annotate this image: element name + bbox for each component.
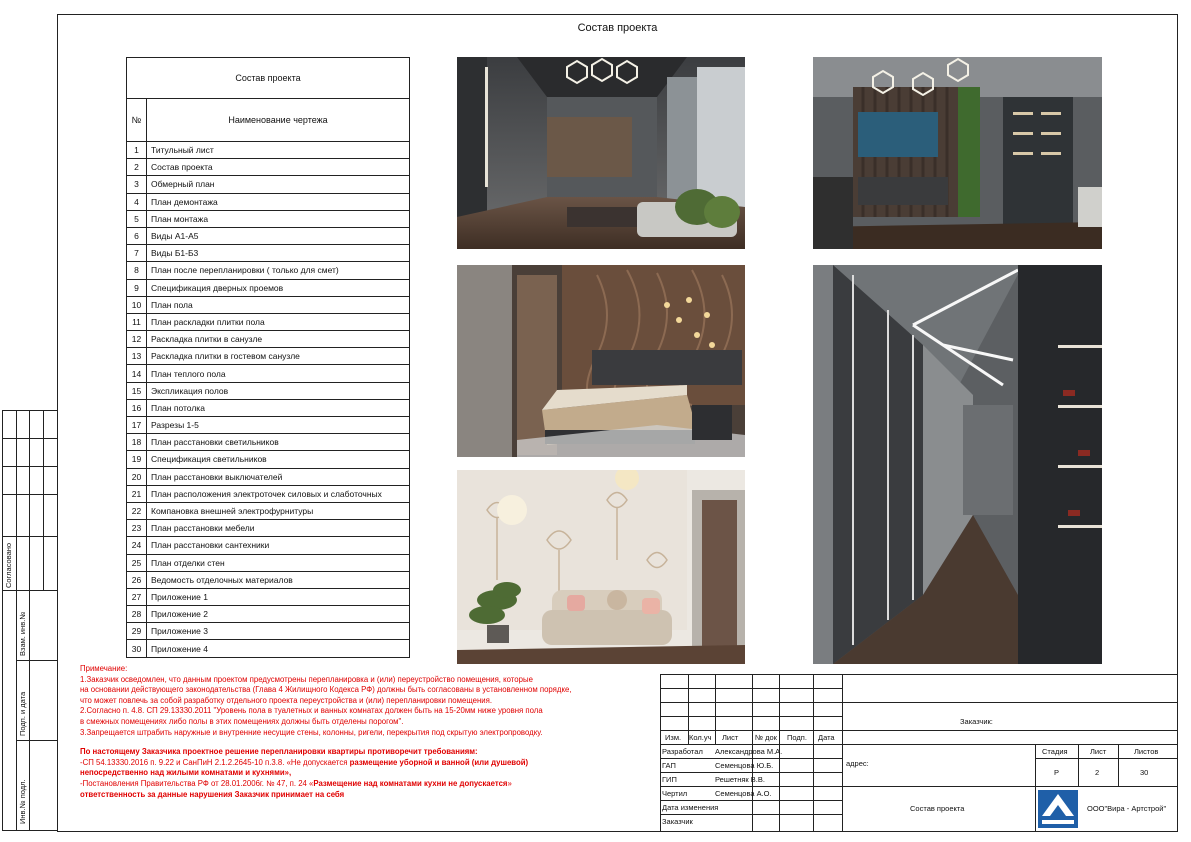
company-logo — [1038, 790, 1078, 828]
row-number: 13 — [127, 348, 147, 365]
header-ndok: № док — [755, 733, 777, 742]
note-line: 3.Запрещается штрабить наружные и внутренние несущие стены, колонны, ригели, перекрытия под скрытую электропроводку. — [80, 727, 543, 737]
table-row — [127, 520, 410, 537]
row-drawing-name: Приложение 3 — [147, 623, 410, 640]
row-drawing-name: Раскладка плитки в санузле — [147, 331, 410, 348]
agreed-label: Согласовано — [4, 542, 13, 588]
render-bedroom — [457, 265, 745, 457]
row-drawing-name: План пола — [147, 296, 410, 313]
table-row — [127, 571, 410, 588]
notes — [80, 664, 640, 800]
table-row — [127, 193, 410, 210]
col-num-header: № — [127, 99, 147, 142]
table-row — [127, 588, 410, 605]
row-drawing-name: Виды Б1-Б3 — [147, 245, 410, 262]
table-row — [127, 451, 410, 468]
row-drawing-name: План монтажа — [147, 210, 410, 227]
table-row — [127, 245, 410, 262]
row-drawing-name: Состав проекта — [147, 159, 410, 176]
header-list: Лист — [722, 733, 739, 742]
table-row — [127, 485, 410, 502]
table-row — [127, 417, 410, 434]
table-row — [127, 537, 410, 554]
table-row — [127, 176, 410, 193]
header-kol: Кол.уч — [689, 733, 712, 742]
row-number: 8 — [127, 262, 147, 279]
row-number: 11 — [127, 313, 147, 330]
row-drawing-name: Экспликация полов — [147, 382, 410, 399]
stage-value: Р — [1054, 768, 1060, 777]
row-number: 15 — [127, 382, 147, 399]
row-number: 3 — [127, 176, 147, 193]
row-drawing-name: Титульный лист — [147, 142, 410, 159]
role-label: Разработал — [662, 747, 703, 756]
sheet-value: 2 — [1095, 768, 1100, 777]
row-drawing-name: План расстановки сантехники — [147, 537, 410, 554]
row-number: 28 — [127, 606, 147, 623]
row-drawing-name: Спецификация дверных проемов — [147, 279, 410, 296]
row-drawing-name: План теплого пола — [147, 365, 410, 382]
note-line: на основании действующего законодательства (Глава 4 Жилищного Кодекса РФ) должны быть согласованы в установленном порядке, — [80, 685, 572, 695]
row-drawing-name: Приложение 4 — [147, 640, 410, 657]
note-line: 2.Согласно п. 4.8. СП 29.13330.2011 "Уровень пола в туалетных и ванных комнатах должен быть на 15-20мм ниже уровня пола — [80, 706, 543, 716]
row-number: 2 — [127, 159, 147, 176]
role-label: Заказчик — [662, 817, 693, 826]
drawing-name: Состав проекта — [910, 804, 965, 813]
row-number: 1 — [127, 142, 147, 159]
row-drawing-name: Приложение 1 — [147, 588, 410, 605]
row-drawing-name: Компановка внешней электрофурнитуры — [147, 502, 410, 519]
render-living-room — [457, 57, 745, 249]
table-row — [127, 296, 410, 313]
warning-3b: Размещение над комнатами кухни не допускается — [313, 778, 508, 788]
row-number: 5 — [127, 210, 147, 227]
row-number: 22 — [127, 502, 147, 519]
role-person: Решетняк В.В. — [715, 775, 765, 784]
header-data: Дата — [818, 733, 835, 742]
title-block — [660, 674, 1178, 832]
row-drawing-name: Спецификация светильников — [147, 451, 410, 468]
render-tv-wall — [813, 57, 1102, 249]
table-row — [127, 468, 410, 485]
table-row — [127, 434, 410, 451]
row-drawing-name: План отделки стен — [147, 554, 410, 571]
note-line: что может повлечь за собой разработку отдельного проекта переустройства и (или) перепланировки помещения. — [80, 695, 493, 705]
render-kids-room — [457, 470, 745, 664]
row-number: 25 — [127, 554, 147, 571]
table-row — [127, 554, 410, 571]
table-row — [127, 502, 410, 519]
role-person: Семенцова Ю.Б. — [715, 761, 774, 770]
role-person: Семенцова А.О. — [715, 789, 772, 798]
row-number: 7 — [127, 245, 147, 262]
table-row — [127, 210, 410, 227]
warning-1b: размещение уборной и ванной (или душевой) — [349, 757, 529, 767]
render-corridor — [813, 265, 1102, 664]
row-number: 4 — [127, 193, 147, 210]
row-number: 19 — [127, 451, 147, 468]
row-drawing-name: Ведомость отделочных материалов — [147, 571, 410, 588]
address-label: адрес: — [846, 759, 869, 768]
contents-table-title: Состав проекта — [127, 58, 410, 99]
sheets-value: 30 — [1140, 768, 1149, 777]
row-number: 30 — [127, 640, 147, 657]
row-number: 14 — [127, 365, 147, 382]
row-number: 24 — [127, 537, 147, 554]
notes-lines — [80, 675, 640, 739]
row-drawing-name: План расстановки мебели — [147, 520, 410, 537]
binding-strip — [2, 410, 57, 830]
row-drawing-name: План раскладки плитки пола — [147, 313, 410, 330]
table-row — [127, 348, 410, 365]
row-number: 6 — [127, 227, 147, 244]
row-number: 9 — [127, 279, 147, 296]
notes-heading: Примечание: — [80, 664, 128, 673]
table-row — [127, 227, 410, 244]
row-drawing-name: Виды А1-А5 — [147, 227, 410, 244]
header-izm: Изм. — [665, 733, 682, 742]
row-drawing-name: План расстановки светильников — [147, 434, 410, 451]
sheet-title: Состав проекта — [577, 22, 658, 34]
row-number: 26 — [127, 571, 147, 588]
table-row — [127, 159, 410, 176]
warning-4: ответственность за данные нарушения Заказчик принимает на себя — [80, 789, 345, 799]
row-number: 20 — [127, 468, 147, 485]
row-number: 27 — [127, 588, 147, 605]
row-drawing-name: Раскладка плитки в гостевом санузле — [147, 348, 410, 365]
stage-label: Стадия — [1042, 747, 1068, 756]
row-drawing-name: План демонтажа — [147, 193, 410, 210]
warning-1a: -СП 54.13330.2016 п. 9.22 и СанПиН 2.1.2.2645-10 п.3.8. «Не допускается — [80, 757, 350, 767]
row-drawing-name: Обмерный план — [147, 176, 410, 193]
row-number: 21 — [127, 485, 147, 502]
sheets-label: Листов — [1134, 747, 1159, 756]
customer-label: Заказчик: — [960, 717, 993, 726]
row-number: 12 — [127, 331, 147, 348]
role-label: ГАП — [662, 761, 676, 770]
table-row — [127, 279, 410, 296]
role-label: Дата изменения — [662, 803, 719, 812]
row-drawing-name: План потолка — [147, 399, 410, 416]
row-drawing-name: План расстановки выключателей — [147, 468, 410, 485]
row-number: 17 — [127, 417, 147, 434]
row-number: 23 — [127, 520, 147, 537]
row-number: 16 — [127, 399, 147, 416]
row-number: 10 — [127, 296, 147, 313]
row-drawing-name: Разрезы 1-5 — [147, 417, 410, 434]
table-row — [127, 623, 410, 640]
row-number: 18 — [127, 434, 147, 451]
table-row — [127, 142, 410, 159]
role-person: Александрова М.А. — [715, 747, 783, 756]
row-drawing-name: План расположения электроточек силовых и слаботочных — [147, 485, 410, 502]
role-label: ГИП — [662, 775, 677, 784]
table-row — [127, 640, 410, 657]
row-number: 29 — [127, 623, 147, 640]
note-line: 1.Заказчик осведомлен, что данным проектом предусмотрены перепланировка и (или) переустройство помещения, которые — [80, 674, 533, 684]
inv-label: Инв.№ подл. — [18, 779, 27, 824]
warning-3c: » — [507, 778, 512, 788]
vzam-label: Взам. инв.№ — [18, 611, 27, 656]
contents-table — [126, 57, 410, 658]
header-podp: Подп. — [787, 733, 807, 742]
row-drawing-name: План после перепланировки ( только для смет) — [147, 262, 410, 279]
table-row — [127, 606, 410, 623]
company-name: ООО"Вира - Артстрой" — [1087, 804, 1167, 813]
warning-heading: По настоящему Заказчика проектное решение перепланировки квартиры противоречит требованиям: — [80, 747, 478, 757]
warning-2: непосредственно над жилыми комнатами и кухнями», — [80, 768, 292, 778]
sheet-label: Лист — [1090, 747, 1107, 756]
col-name-header: Наименование чертежа — [147, 99, 410, 142]
table-row — [127, 399, 410, 416]
table-row — [127, 262, 410, 279]
table-row — [127, 331, 410, 348]
role-label: Чертил — [662, 789, 688, 798]
table-row — [127, 313, 410, 330]
table-row — [127, 365, 410, 382]
note-line: в смежных помещениях либо полы в этих помещениях должны быть отделены порогом". — [80, 716, 404, 726]
podp-label: Подп. и дата — [18, 691, 27, 736]
warning-3a: -Постановления Правительства РФ от 28.01.2006г. № 47, п. 24 « — [80, 778, 314, 788]
table-row — [127, 382, 410, 399]
row-drawing-name: Приложение 2 — [147, 606, 410, 623]
